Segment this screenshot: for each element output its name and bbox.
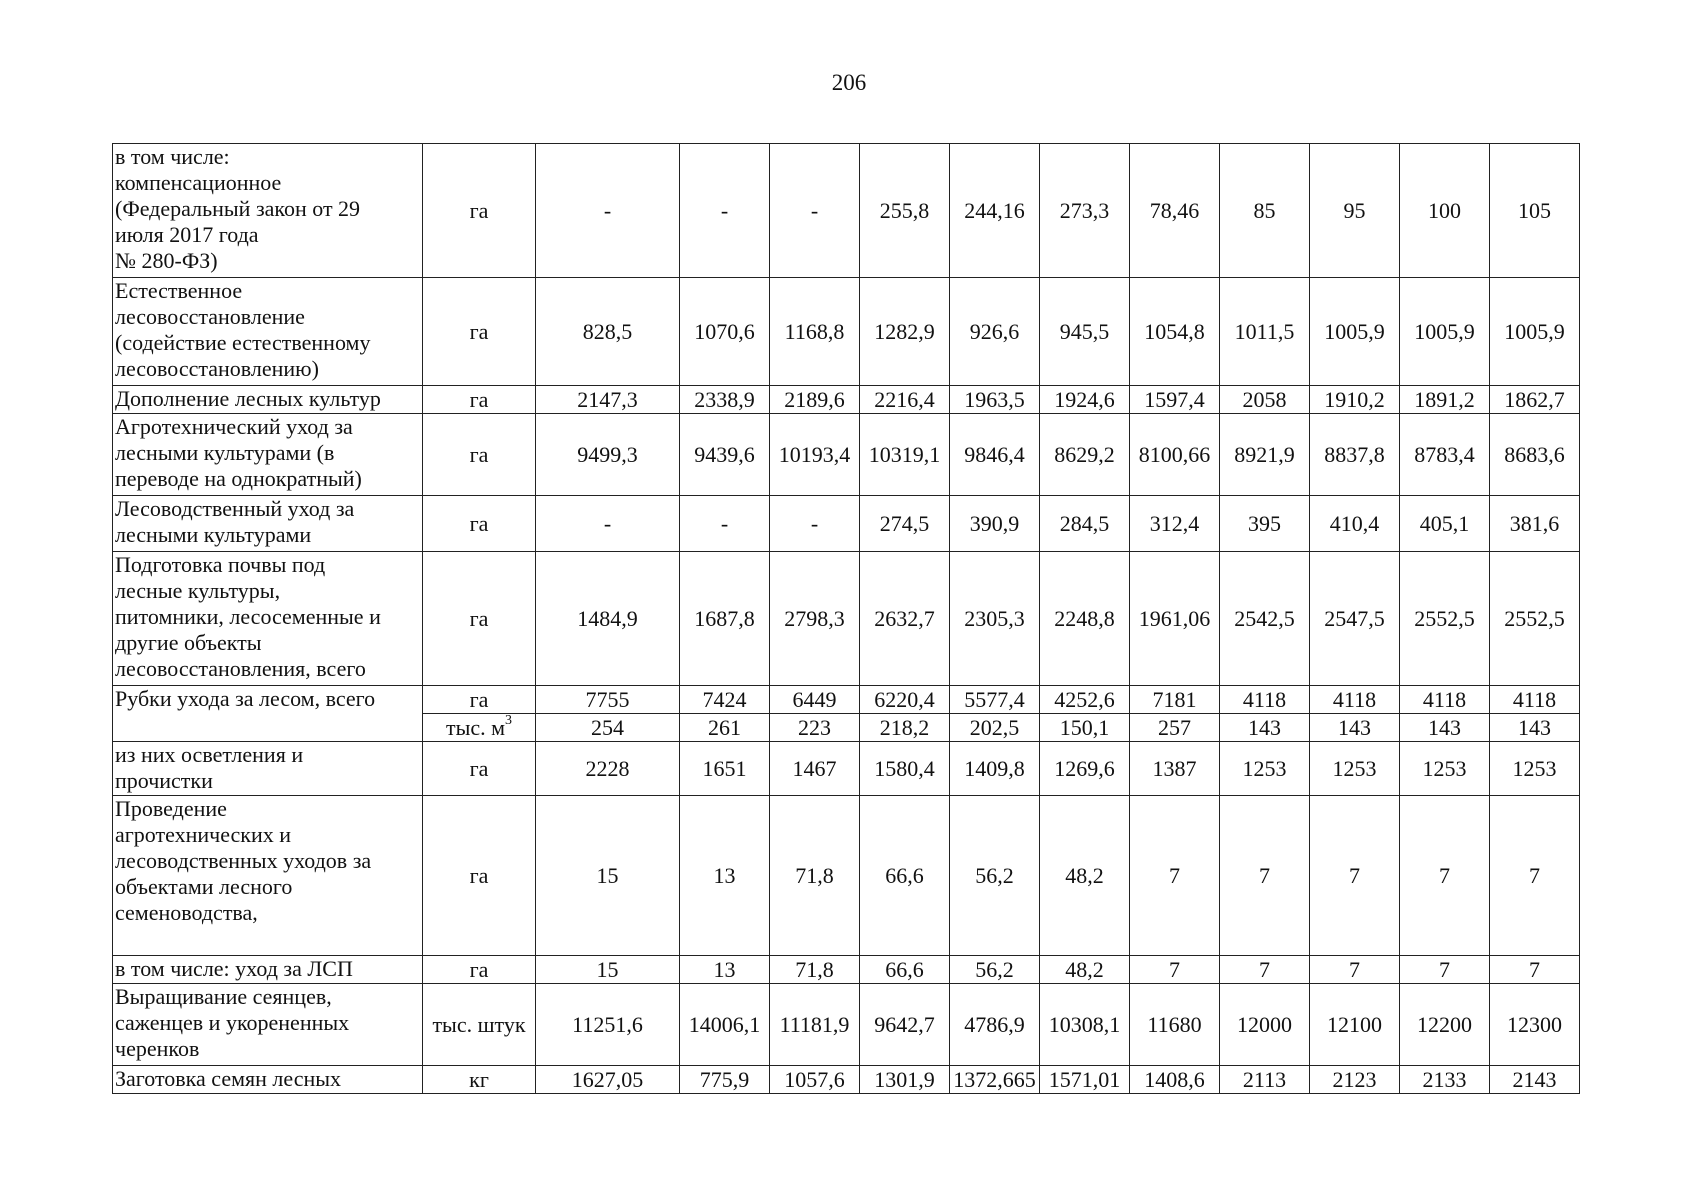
value-cell: 2133	[1400, 1066, 1490, 1094]
value-cell: 85	[1220, 144, 1310, 278]
value-cell: 2547,5	[1310, 552, 1400, 686]
value-cell: 1005,9	[1400, 278, 1490, 386]
value-cell: 9499,3	[536, 414, 680, 496]
value-cell: 274,5	[860, 496, 950, 552]
value-cell: 56,2	[950, 956, 1040, 984]
value-cell: 15	[536, 956, 680, 984]
value-cell: 56,2	[950, 796, 1040, 956]
value-cell: 7	[1130, 956, 1220, 984]
value-cell: -	[536, 496, 680, 552]
value-cell: 1253	[1310, 742, 1400, 796]
value-cell: 105	[1490, 144, 1580, 278]
value-cell: 5577,4	[950, 686, 1040, 714]
value-cell: 1301,9	[860, 1066, 950, 1094]
value-cell: 2248,8	[1040, 552, 1130, 686]
unit-cell: га	[423, 742, 536, 796]
row-name-cell: Заготовка семян лесных	[113, 1066, 423, 1094]
value-cell: -	[536, 144, 680, 278]
value-cell: 4118	[1310, 686, 1400, 714]
unit-cell: га	[423, 496, 536, 552]
table-row	[113, 552, 1580, 686]
value-cell: 11251,6	[536, 984, 680, 1066]
table-row	[113, 984, 1580, 1066]
value-cell: 2113	[1220, 1066, 1310, 1094]
unit-cell: га	[423, 552, 536, 686]
value-cell: 1627,05	[536, 1066, 680, 1094]
value-cell: 1484,9	[536, 552, 680, 686]
value-cell: 273,3	[1040, 144, 1130, 278]
value-cell: 8783,4	[1400, 414, 1490, 496]
value-cell: 71,8	[770, 796, 860, 956]
unit-cell: га	[423, 144, 536, 278]
value-cell: 312,4	[1130, 496, 1220, 552]
value-cell: 1961,06	[1130, 552, 1220, 686]
value-cell: 15	[536, 796, 680, 956]
value-cell: 143	[1490, 714, 1580, 742]
row-name-cell: в том числе: уход за ЛСП	[113, 956, 423, 984]
table-row	[113, 386, 1580, 414]
value-cell: 13	[680, 796, 770, 956]
value-cell: 1005,9	[1490, 278, 1580, 386]
value-cell: 4118	[1490, 686, 1580, 714]
value-cell: 2542,5	[1220, 552, 1310, 686]
value-cell: 2338,9	[680, 386, 770, 414]
value-cell: 11680	[1130, 984, 1220, 1066]
value-cell: -	[770, 144, 860, 278]
unit-cell: га	[423, 386, 536, 414]
table-row	[113, 414, 1580, 496]
value-cell: 1253	[1400, 742, 1490, 796]
value-cell: 926,6	[950, 278, 1040, 386]
value-cell: 95	[1310, 144, 1400, 278]
table-row	[113, 956, 1580, 984]
value-cell: 143	[1310, 714, 1400, 742]
value-cell: 7	[1220, 956, 1310, 984]
row-name-cell: Рубки ухода за лесом, всего	[113, 686, 423, 742]
value-cell: 1282,9	[860, 278, 950, 386]
table-row	[113, 1066, 1580, 1094]
value-cell: 8837,8	[1310, 414, 1400, 496]
value-cell: 4786,9	[950, 984, 1040, 1066]
unit-cell	[423, 714, 536, 742]
value-cell: 1924,6	[1040, 386, 1130, 414]
row-name-cell: Дополнение лесных культур	[113, 386, 423, 414]
value-cell: 12000	[1220, 984, 1310, 1066]
value-cell: 257	[1130, 714, 1220, 742]
value-cell: 143	[1220, 714, 1310, 742]
value-cell: 1372,665	[950, 1066, 1040, 1094]
value-cell: 2552,5	[1400, 552, 1490, 686]
value-cell: 7181	[1130, 686, 1220, 714]
value-cell: 390,9	[950, 496, 1040, 552]
value-cell: 7424	[680, 686, 770, 714]
value-cell: 4252,6	[1040, 686, 1130, 714]
unit-cell: га	[423, 278, 536, 386]
value-cell: 10319,1	[860, 414, 950, 496]
value-cell: -	[680, 496, 770, 552]
row-name-cell: из них осветления и прочистки	[113, 742, 423, 796]
value-cell: 218,2	[860, 714, 950, 742]
value-cell: 1687,8	[680, 552, 770, 686]
value-cell: 10308,1	[1040, 984, 1130, 1066]
value-cell: 4118	[1400, 686, 1490, 714]
unit-superscript: 3	[505, 713, 513, 729]
value-cell: 6220,4	[860, 686, 950, 714]
data-table	[112, 143, 1580, 1094]
value-cell: 1269,6	[1040, 742, 1130, 796]
value-cell: 1011,5	[1220, 278, 1310, 386]
value-cell: 255,8	[860, 144, 950, 278]
value-cell: 1057,6	[770, 1066, 860, 1094]
value-cell: 202,5	[950, 714, 1040, 742]
value-cell: 1253	[1490, 742, 1580, 796]
value-cell: 8629,2	[1040, 414, 1130, 496]
value-cell: 223	[770, 714, 860, 742]
value-cell: 48,2	[1040, 796, 1130, 956]
page-number: 206	[831, 70, 867, 95]
row-name-cell: Проведение агротехнических и лесоводственных уходов за объектами лесного семеноводства,	[113, 796, 423, 956]
value-cell: 6449	[770, 686, 860, 714]
value-cell: 1891,2	[1400, 386, 1490, 414]
value-cell: 11181,9	[770, 984, 860, 1066]
value-cell: 1651	[680, 742, 770, 796]
value-cell: 395	[1220, 496, 1310, 552]
value-cell: 7	[1490, 796, 1580, 956]
value-cell: 381,6	[1490, 496, 1580, 552]
value-cell: -	[680, 144, 770, 278]
value-cell: 7	[1490, 956, 1580, 984]
value-cell: 7	[1400, 796, 1490, 956]
value-cell: 13	[680, 956, 770, 984]
row-name-cell: Выращивание сеянцев, саженцев и укорененных черенков	[113, 984, 423, 1066]
value-cell: 8921,9	[1220, 414, 1310, 496]
unit-cell: га	[423, 686, 536, 714]
value-cell: 14006,1	[680, 984, 770, 1066]
unit-cell: га	[423, 956, 536, 984]
value-cell: 12100	[1310, 984, 1400, 1066]
value-cell: 405,1	[1400, 496, 1490, 552]
value-cell: 48,2	[1040, 956, 1130, 984]
value-cell: 1070,6	[680, 278, 770, 386]
table-row	[113, 496, 1580, 552]
value-cell: 2216,4	[860, 386, 950, 414]
table-body	[113, 144, 1580, 1094]
value-cell: 1571,01	[1040, 1066, 1130, 1094]
unit-cell: га	[423, 796, 536, 956]
value-cell: 7	[1130, 796, 1220, 956]
value-cell: 254	[536, 714, 680, 742]
value-cell: 7	[1220, 796, 1310, 956]
unit-cell: кг	[423, 1066, 536, 1094]
value-cell: 7	[1310, 796, 1400, 956]
value-cell: 10193,4	[770, 414, 860, 496]
value-cell: 12300	[1490, 984, 1580, 1066]
value-cell: 1910,2	[1310, 386, 1400, 414]
value-cell: 7	[1310, 956, 1400, 984]
value-cell: 12200	[1400, 984, 1490, 1066]
value-cell: 1467	[770, 742, 860, 796]
value-cell: 78,46	[1130, 144, 1220, 278]
value-cell: 2552,5	[1490, 552, 1580, 686]
value-cell: 66,6	[860, 956, 950, 984]
value-cell: 7	[1400, 956, 1490, 984]
row-name-cell: в том числе: компенсационное (Федеральный закон от 29 июля 2017 года № 280-ФЗ)	[113, 144, 423, 278]
table-row	[113, 278, 1580, 386]
value-cell: 775,9	[680, 1066, 770, 1094]
value-cell: 1408,6	[1130, 1066, 1220, 1094]
value-cell: 2305,3	[950, 552, 1040, 686]
value-cell: 2632,7	[860, 552, 950, 686]
value-cell: 2798,3	[770, 552, 860, 686]
value-cell: 828,5	[536, 278, 680, 386]
value-cell: 8100,66	[1130, 414, 1220, 496]
value-cell: 71,8	[770, 956, 860, 984]
value-cell: 8683,6	[1490, 414, 1580, 496]
value-cell: 2143	[1490, 1066, 1580, 1094]
table-row	[113, 144, 1580, 278]
value-cell: 244,16	[950, 144, 1040, 278]
value-cell: 1387	[1130, 742, 1220, 796]
row-name-cell: Естественное лесовосстановление (содействие естественному лесовосстановлению)	[113, 278, 423, 386]
unit-base: тыс. м	[445, 714, 506, 740]
value-cell: 1862,7	[1490, 386, 1580, 414]
value-cell: 2123	[1310, 1066, 1400, 1094]
value-cell: 66,6	[860, 796, 950, 956]
value-cell: 1168,8	[770, 278, 860, 386]
table-row	[113, 796, 1580, 956]
row-name-cell: Агротехнический уход за лесными культурами (в переводе на однократный)	[113, 414, 423, 496]
value-cell: 1005,9	[1310, 278, 1400, 386]
value-cell: 284,5	[1040, 496, 1130, 552]
row-name-cell: Подготовка почвы под лесные культуры, питомники, лесосеменные и другие объекты лесовосстановления, всего	[113, 552, 423, 686]
value-cell: 100	[1400, 144, 1490, 278]
unit-cell: га	[423, 414, 536, 496]
value-cell: 1597,4	[1130, 386, 1220, 414]
value-cell: 7755	[536, 686, 680, 714]
value-cell: 2147,3	[536, 386, 680, 414]
value-cell: 150,1	[1040, 714, 1130, 742]
value-cell: 2228	[536, 742, 680, 796]
unit-cell: тыс. штук	[423, 984, 536, 1066]
value-cell: 261	[680, 714, 770, 742]
value-cell: -	[770, 496, 860, 552]
value-cell: 1054,8	[1130, 278, 1220, 386]
value-cell: 1580,4	[860, 742, 950, 796]
value-cell: 1253	[1220, 742, 1310, 796]
value-cell: 9642,7	[860, 984, 950, 1066]
row-name-cell: Лесоводственный уход за лесными культурами	[113, 496, 423, 552]
value-cell: 4118	[1220, 686, 1310, 714]
value-cell: 945,5	[1040, 278, 1130, 386]
value-cell: 1963,5	[950, 386, 1040, 414]
value-cell: 143	[1400, 714, 1490, 742]
value-cell: 2189,6	[770, 386, 860, 414]
table-row	[113, 742, 1580, 796]
value-cell: 1409,8	[950, 742, 1040, 796]
value-cell: 410,4	[1310, 496, 1400, 552]
value-cell: 9439,6	[680, 414, 770, 496]
value-cell: 2058	[1220, 386, 1310, 414]
value-cell: 9846,4	[950, 414, 1040, 496]
table-row	[113, 686, 1580, 714]
